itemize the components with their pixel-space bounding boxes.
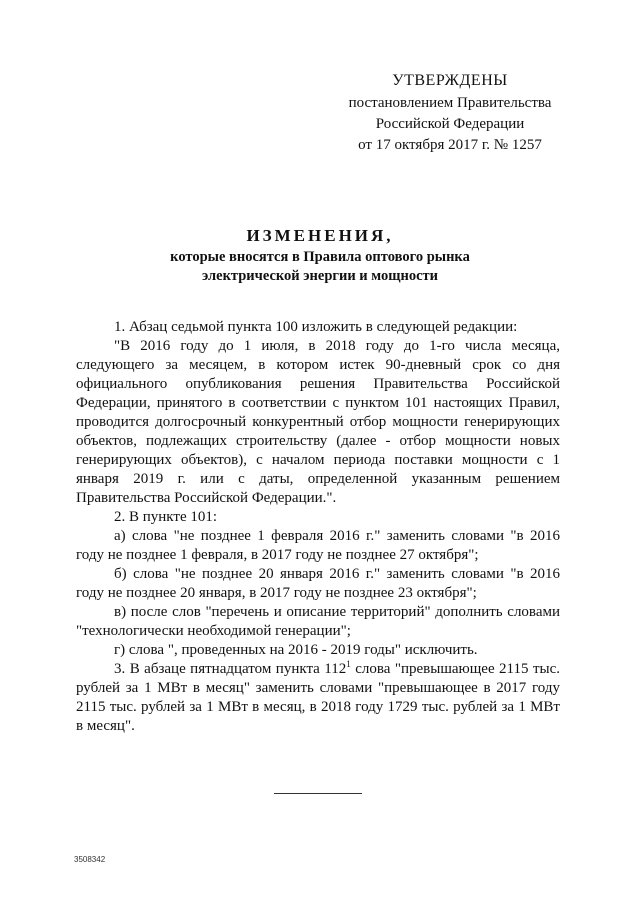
paragraph-6: в) после слов "перечень и описание территорий" дополнить словами "технологически необходимой генерации"; bbox=[76, 604, 560, 639]
document-code: 3508342 bbox=[74, 855, 106, 864]
paragraph-8-end: слова "превышающее 2115 тыс. рублей за 1 МВт в месяц" заменить словами "превышающее в 2017 году 2115 тыс. рублей за 1 МВт в месяц, в 2018 году 1729 тыс. рублей за 1 МВт в месяц". bbox=[76, 661, 560, 734]
paragraph-2: "В 2016 году до 1 июля, в 2018 году до 1-го числа месяца, следующего за месяцем, в котором истек 90-дневный срок со дня официального опубликования решения Правительства Российской Федерации, принятого в соответствии с пунктом 101 настоящих Правил, проводится долгосрочный конкурентный отбор мощности генерирующих объектов, подлежащих строительству (далее - отбор мощности новых генерирующих объектов), с началом периода поставки мощности с 1 января 2019 г. или с даты, определенной указанным решением Правительства Российской Федерации.". bbox=[76, 338, 560, 506]
subtitle-line-1: которые вносятся в Правила оптового рынка bbox=[170, 249, 470, 265]
document-subtitle bbox=[60, 248, 580, 286]
approval-line-3: от 17 октября 2017 г. № 1257 bbox=[358, 137, 542, 153]
paragraph-7: г) слова ", проведенных на 2016 - 2019 годы" исключить. bbox=[114, 642, 478, 658]
paragraph-4: а) слова "не позднее 1 февраля 2016 г." заменить словами "в 2016 году не позднее 1 февраля, в 2017 году не позднее 27 октября"; bbox=[76, 528, 560, 563]
paragraph-3: 2. В пункте 101: bbox=[114, 509, 218, 525]
paragraph-8 bbox=[76, 660, 560, 736]
paragraph-5: б) слова "не позднее 20 января 2016 г." заменить словами "в 2016 году не позднее 20 января, в 2017 году не позднее 23 октября"; bbox=[76, 566, 560, 601]
paragraph-8-superscript: 1 bbox=[346, 659, 351, 669]
approval-block bbox=[330, 70, 570, 156]
separator-line bbox=[274, 793, 362, 794]
subtitle-line-2: электрической энергии и мощности bbox=[202, 268, 438, 284]
document-body bbox=[76, 318, 560, 736]
approval-line-2: Российской Федерации bbox=[375, 116, 525, 132]
approval-line-1: постановлением Правительства bbox=[348, 95, 552, 111]
paragraph-1: 1. Абзац седьмой пункта 100 изложить в следующей редакции: bbox=[114, 319, 518, 335]
document-title: ИЗМЕНЕНИЯ, bbox=[246, 226, 394, 245]
paragraph-8-start: 3. В абзаце пятнадцатом пункта 112 bbox=[114, 661, 347, 677]
approval-heading: УТВЕРЖДЕНЫ bbox=[392, 72, 508, 89]
